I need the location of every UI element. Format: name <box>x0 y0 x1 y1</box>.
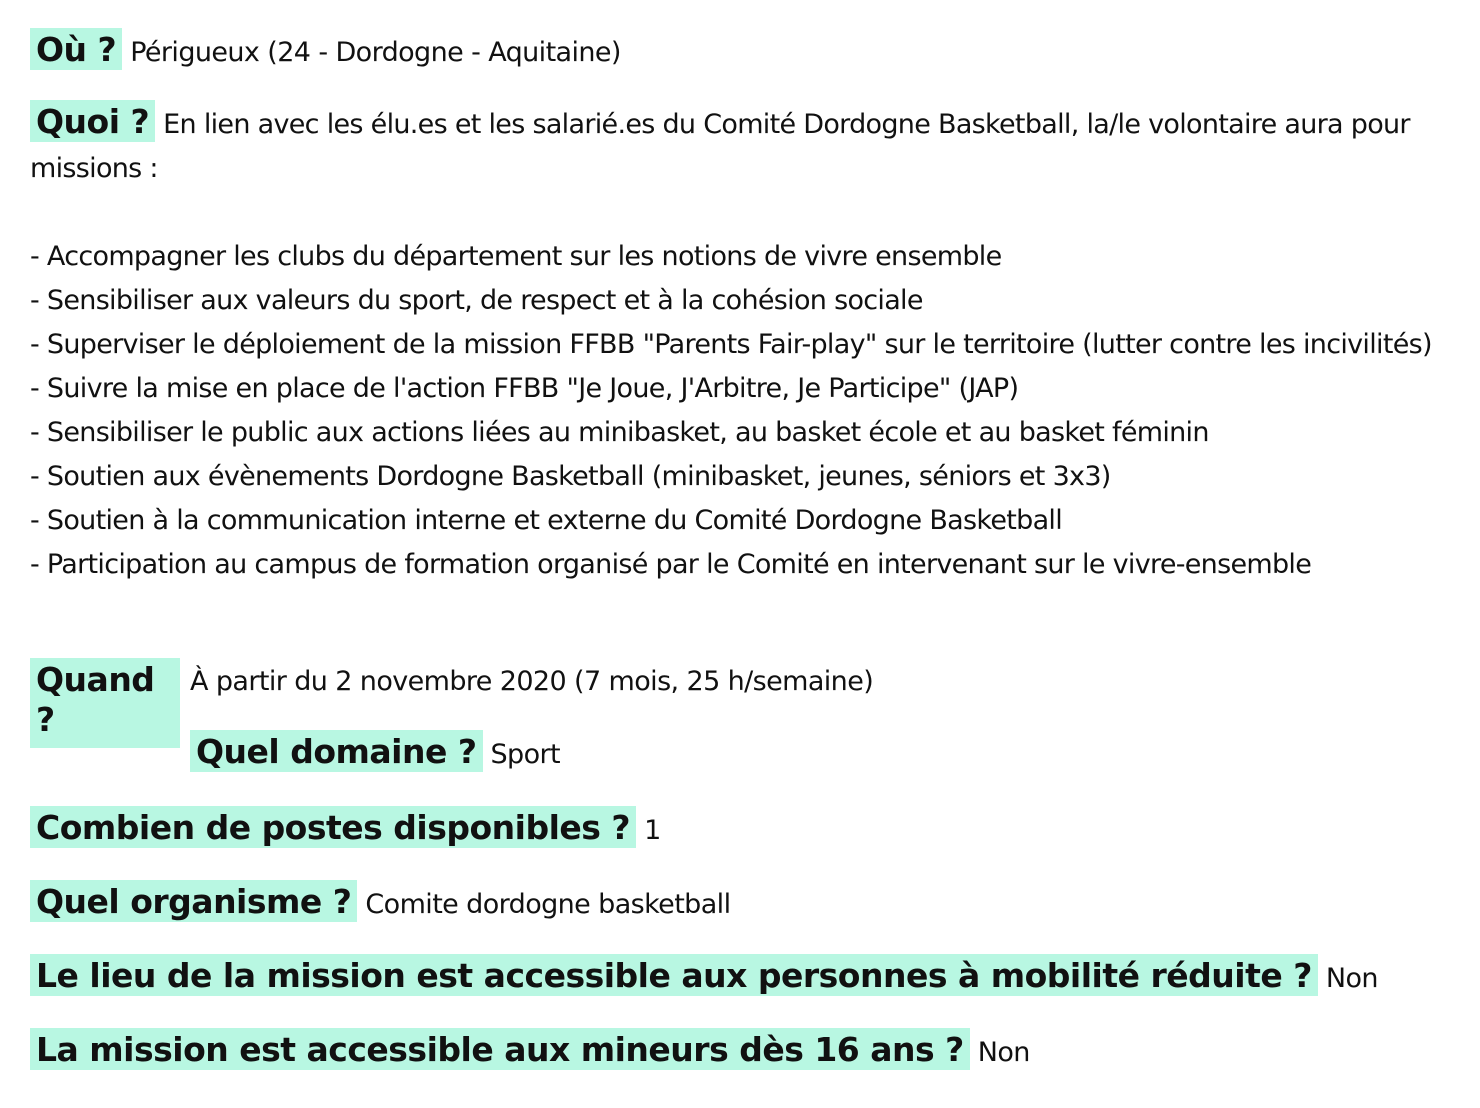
organization-section <box>30 880 1450 927</box>
location-value: Périgueux (24 - Dordogne - Aquitaine) <box>130 37 621 68</box>
organization-value: Comite dordogne basketball <box>365 889 731 920</box>
mission-item: - Sensibiliser aux valeurs du sport, de respect et à la cohésion sociale <box>30 285 923 316</box>
location-label: Où ? <box>30 28 122 70</box>
domain-section <box>190 730 560 777</box>
positions-value: 1 <box>644 815 661 846</box>
missions-list <box>30 235 1450 587</box>
mission-item: - Sensibiliser le public aux actions liées au minibasket, au basket école et au basket féminin <box>30 417 1209 448</box>
minors-label: La mission est accessible aux mineurs dès 16 ans ? <box>30 1028 970 1070</box>
missions-intro-paragraph <box>30 100 1450 191</box>
mission-item: - Superviser le déploiement de la mission FFBB "Parents Fair-play" sur le territoire (lutter contre les incivilités) <box>30 329 1432 360</box>
schedule-label: Quand ? <box>30 658 180 748</box>
missions-label: Quoi ? <box>30 100 155 142</box>
accessibility-value: Non <box>1325 963 1378 994</box>
location-section <box>30 28 1450 75</box>
accessibility-label: Le lieu de la mission est accessible aux personnes à mobilité réduite ? <box>30 954 1318 996</box>
missions-section <box>30 100 1450 587</box>
accessibility-section <box>30 954 1450 1001</box>
mission-item: - Participation au campus de formation organisé par le Comité en intervenant sur le vivre-ensemble <box>30 549 1312 580</box>
mission-item: - Soutien aux évènements Dordogne Basketball (minibasket, jeunes, séniors et 3x3) <box>30 461 1111 492</box>
minors-value: Non <box>977 1037 1030 1068</box>
domain-label: Quel domaine ? <box>190 730 483 772</box>
minors-section <box>30 1028 1450 1075</box>
domain-value: Sport <box>490 739 560 770</box>
missions-intro: En lien avec les élu.es et les salarié.es du Comité Dordogne Basketball, la/le volontaire aura pour missions : <box>30 109 1410 184</box>
positions-section <box>30 806 1450 853</box>
positions-label: Combien de postes disponibles ? <box>30 806 636 848</box>
mission-item: - Accompagner les clubs du département sur les notions de vivre ensemble <box>30 241 1002 272</box>
organization-label: Quel organisme ? <box>30 880 357 922</box>
schedule-value: À partir du 2 novembre 2020 (7 mois, 25 h/semaine) <box>190 666 874 697</box>
mission-item: - Soutien à la communication interne et externe du Comité Dordogne Basketball <box>30 505 1063 536</box>
mission-item: - Suivre la mise en place de l'action FFBB "Je Joue, J'Arbitre, Je Participe" (JAP) <box>30 373 1019 404</box>
